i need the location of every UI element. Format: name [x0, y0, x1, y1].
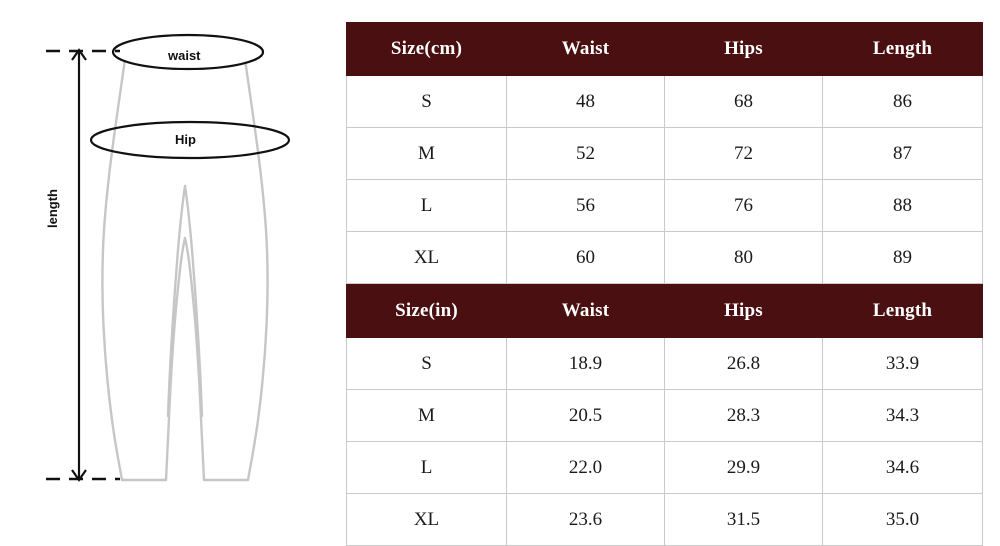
table-header-row [347, 23, 983, 76]
cell-length: 35.0 [823, 494, 983, 546]
column-header-hips-cm: Hips [665, 23, 823, 76]
cell-waist: 22.0 [507, 442, 665, 494]
cell-size: M [347, 128, 507, 180]
table-row [347, 442, 983, 494]
column-header-size-cm: Size(cm) [347, 23, 507, 76]
cell-length: 34.6 [823, 442, 983, 494]
table-row [347, 390, 983, 442]
column-header-size-in: Size(in) [347, 285, 507, 338]
cell-waist: 20.5 [507, 390, 665, 442]
column-header-length-in: Length [823, 285, 983, 338]
leggings-outline [102, 52, 267, 480]
cell-hips: 26.8 [665, 338, 823, 390]
waist-label: waist [168, 48, 201, 63]
cell-length: 33.9 [823, 338, 983, 390]
table-row [347, 180, 983, 232]
cell-waist: 18.9 [507, 338, 665, 390]
cell-size: M [347, 390, 507, 442]
cell-size: L [347, 442, 507, 494]
length-measure-line [72, 50, 86, 480]
measurement-diagram [0, 0, 340, 533]
cell-length: 88 [823, 180, 983, 232]
cell-size: L [347, 180, 507, 232]
size-chart-in-table [346, 284, 983, 546]
table-row [347, 494, 983, 546]
cell-hips: 29.9 [665, 442, 823, 494]
column-header-length-cm: Length [823, 23, 983, 76]
cell-waist: 52 [507, 128, 665, 180]
cell-length: 87 [823, 128, 983, 180]
length-label: length [45, 189, 60, 228]
cell-waist: 60 [507, 232, 665, 284]
table-header-row [347, 285, 983, 338]
cell-length: 86 [823, 76, 983, 128]
table-row [347, 76, 983, 128]
hip-label: Hip [175, 132, 196, 147]
table-row [347, 338, 983, 390]
cell-size: S [347, 76, 507, 128]
cell-size: XL [347, 494, 507, 546]
cell-length: 89 [823, 232, 983, 284]
cell-hips: 80 [665, 232, 823, 284]
cell-size: XL [347, 232, 507, 284]
cell-waist: 23.6 [507, 494, 665, 546]
cell-waist: 56 [507, 180, 665, 232]
cell-hips: 28.3 [665, 390, 823, 442]
cell-hips: 31.5 [665, 494, 823, 546]
cell-waist: 48 [507, 76, 665, 128]
size-tables [346, 22, 982, 546]
column-header-waist-cm: Waist [507, 23, 665, 76]
cell-hips: 72 [665, 128, 823, 180]
cell-size: S [347, 338, 507, 390]
size-chart-cm-table [346, 22, 983, 284]
table-row [347, 232, 983, 284]
column-header-hips-in: Hips [665, 285, 823, 338]
cell-length: 34.3 [823, 390, 983, 442]
table-row [347, 128, 983, 180]
column-header-waist-in: Waist [507, 285, 665, 338]
cell-hips: 76 [665, 180, 823, 232]
cell-hips: 68 [665, 76, 823, 128]
